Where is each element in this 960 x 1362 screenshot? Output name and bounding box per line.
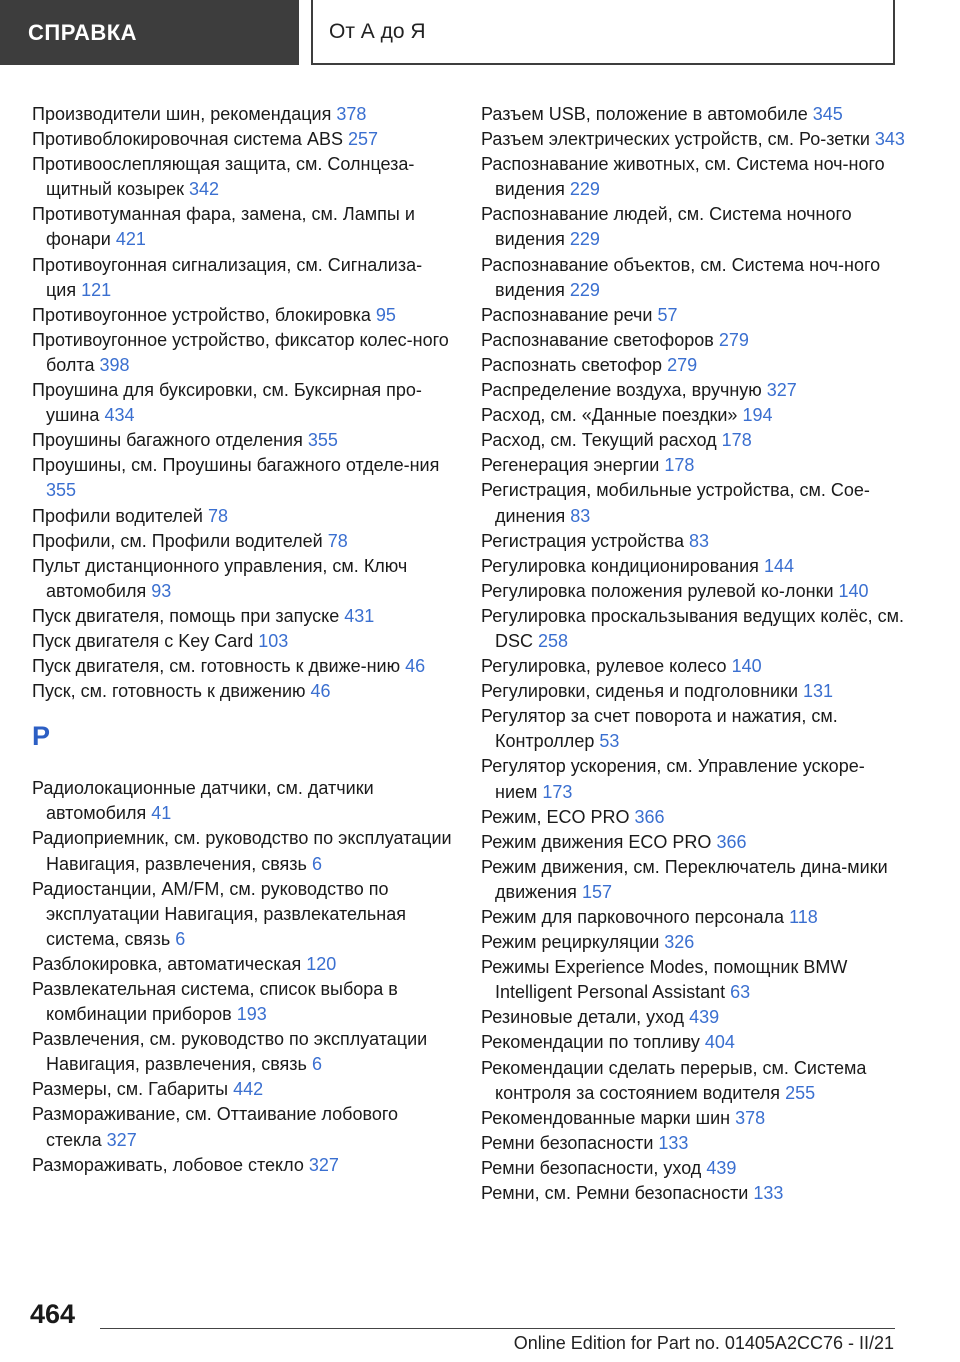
index-entry-page-link[interactable]: 355 xyxy=(307,430,338,451)
index-entry xyxy=(32,428,452,453)
index-entry xyxy=(481,554,906,579)
index-entry xyxy=(481,428,906,453)
index-entry xyxy=(481,1131,906,1156)
index-entry-text: Развлекательная система, список выбора в комбинации приборов xyxy=(32,979,398,1025)
index-entry xyxy=(32,504,452,529)
index-entry-text: Размеры, см. Габариты xyxy=(32,1079,229,1100)
index-entry xyxy=(32,102,452,127)
index-entry-page-link[interactable]: 6 xyxy=(311,1054,322,1075)
index-entry-page-link[interactable]: 229 xyxy=(569,279,600,300)
index-entry xyxy=(32,378,452,428)
index-entry-text: Регулятор за счет поворота и нажатия, см. Контроллер xyxy=(481,706,838,752)
index-entry xyxy=(481,453,906,478)
index-entry xyxy=(32,629,452,654)
index-entry-text: Расход, см. Текущий расход xyxy=(481,430,717,451)
index-entry-text: Пуск двигателя, помощь при запуске xyxy=(32,605,340,626)
index-entry-page-link[interactable]: 378 xyxy=(735,1107,766,1128)
index-entry xyxy=(32,1077,452,1102)
index-entry xyxy=(481,654,906,679)
index-entry xyxy=(481,353,906,378)
index-entry xyxy=(481,679,906,704)
index-entry-page-link[interactable]: 434 xyxy=(104,405,135,426)
index-entry-text: Противоугонная сигнализация, см. Сигнализа-ция xyxy=(32,254,423,300)
index-entry xyxy=(32,328,452,378)
index-entry-text: Противоослепляющая защита, см. Солнцеза-щитный козырек xyxy=(32,154,415,200)
footer-divider xyxy=(100,1328,895,1329)
index-entry-text: Распознавание светофоров xyxy=(481,329,714,350)
index-entry-text: Профили, см. Профили водителей xyxy=(32,530,323,551)
index-entry xyxy=(481,152,906,202)
index-entry xyxy=(32,1027,452,1077)
index-entry xyxy=(32,554,452,604)
index-entry-page-link[interactable]: 279 xyxy=(667,354,698,375)
section-tab[interactable] xyxy=(0,0,299,65)
index-entry-text: Режим рециркуляции xyxy=(481,932,660,953)
index-entry-text: Режимы Experience Modes, помощник BMW Intelligent Personal Assistant xyxy=(481,957,848,1003)
index-entry-text: Пуск, см. готовность к движению xyxy=(32,681,306,702)
index-entry xyxy=(32,529,452,554)
index-entry-page-link[interactable]: 173 xyxy=(542,781,573,802)
index-entry-page-link[interactable]: 279 xyxy=(718,329,749,350)
index-entry xyxy=(481,1156,906,1181)
index-entry-text: Регулятор ускорения, см. Управление ускоре-нием xyxy=(481,756,865,802)
index-entry-text: Распознать светофор xyxy=(481,354,663,375)
index-entry-text: Ремни безопасности, уход xyxy=(481,1157,702,1178)
index-entry-text: Распознавание объектов, см. Система ноч-ного видения xyxy=(481,254,881,300)
index-entry-text: Пуск двигателя с Key Card xyxy=(32,630,254,651)
index-entry-page-link[interactable]: 366 xyxy=(634,806,665,827)
index-entry-page-link[interactable]: 93 xyxy=(151,580,172,601)
index-entry-text: Резиновые детали, уход xyxy=(481,1007,685,1028)
index-entry-text: Противоугонное устройство, фиксатор колес-ного болта xyxy=(32,329,449,375)
index-entry xyxy=(481,855,906,905)
index-entry-page-link[interactable]: 343 xyxy=(874,129,905,150)
index-entry-page-link[interactable]: 398 xyxy=(99,354,130,375)
index-entry-page-link[interactable]: 120 xyxy=(306,953,337,974)
index-entry-page-link[interactable]: 258 xyxy=(538,630,569,651)
index-entry-text: Регулировка, рулевое колесо xyxy=(481,656,727,677)
index-entry-page-link[interactable]: 46 xyxy=(405,656,426,677)
index-entry-text: Пуск двигателя, см. готовность к движе-нию xyxy=(32,656,401,677)
index-entry xyxy=(481,955,906,1005)
index-entry xyxy=(481,478,906,528)
index-entry-text: Режим для парковочного персонала xyxy=(481,907,785,927)
index-entry-text: Противоугонное устройство, блокировка xyxy=(32,304,371,325)
index-entry xyxy=(481,1005,906,1030)
index-entry-text: Развлечения, см. руководство по эксплуатации Навигация, развлечения, связь xyxy=(32,1029,428,1075)
index-entry-text: Режим движения ECO PRO xyxy=(481,831,712,852)
index-entry-page-link[interactable]: 355 xyxy=(46,480,77,501)
index-entry-text: Размораживание, см. Оттаивание лобового стекла xyxy=(32,1104,399,1150)
section-tab-label: СПРАВКА xyxy=(28,19,138,45)
index-entry-page-link[interactable]: 140 xyxy=(731,656,762,677)
index-entry xyxy=(32,977,452,1027)
index-entry-text: Распределение воздуха, вручную xyxy=(481,380,762,401)
index-entry-text: Радиоприемник, см. руководство по эксплуатации Навигация, развлечения, связь xyxy=(32,828,452,874)
index-entry-text: Рекомендации сделать перерыв, см. Система контроля за состоянием водителя xyxy=(481,1057,867,1103)
index-entry-text: Режим, ECO PRO xyxy=(481,806,630,827)
index-entry-page-link[interactable]: 404 xyxy=(704,1032,735,1053)
index-entry-page-link[interactable]: 229 xyxy=(569,179,600,200)
index-entry-text: Противотуманная фара, замена, см. Лампы и фонари xyxy=(32,204,415,250)
index-column-left xyxy=(32,102,452,1178)
index-entry-page-link[interactable]: 133 xyxy=(753,1183,784,1204)
index-entry xyxy=(32,253,452,303)
index-entry-page-link[interactable]: 41 xyxy=(151,803,172,824)
index-entry xyxy=(481,102,906,127)
index-entry-text: Радиостанции, AM/FM, см. руководство по эксплуатации Навигация, развлекательная система, связь xyxy=(32,878,406,949)
index-entry-page-link[interactable]: 46 xyxy=(310,681,331,702)
index-entry-page-link[interactable]: 193 xyxy=(236,1004,267,1025)
index-entry-text: Проушины багажного отделения xyxy=(32,430,303,451)
index-entry-page-link[interactable]: 342 xyxy=(189,179,220,200)
index-entry-page-link[interactable]: 229 xyxy=(569,229,600,250)
index-entry xyxy=(481,253,906,303)
index-entry xyxy=(32,877,452,952)
index-entry-page-link[interactable]: 442 xyxy=(233,1079,264,1100)
index-entry-text: Режим движения, см. Переключатель дина-мики движения xyxy=(481,856,888,902)
index-entry-text: Производители шин, рекомендация xyxy=(32,104,332,124)
index-entry-page-link[interactable]: 431 xyxy=(344,605,375,626)
index-entry xyxy=(32,152,452,202)
index-entry-text: Разблокировка, автоматическая xyxy=(32,953,302,974)
index-entry-text: Регулировка проскальзывания ведущих колёс, см. DSC xyxy=(481,605,904,651)
index-entry xyxy=(481,1181,906,1206)
index-entry-text: Радиолокационные датчики, см. датчики автомобиля xyxy=(32,778,374,824)
index-entry-page-link[interactable]: 140 xyxy=(838,580,869,601)
index-entry-text: Распознавание животных, см. Система ноч-ного видения xyxy=(481,154,885,200)
index-entry-text: Регулировки, сиденья и подголовники xyxy=(481,681,799,702)
index-entry-page-link[interactable]: 57 xyxy=(657,304,678,325)
index-entry-page-link[interactable]: 78 xyxy=(327,530,348,551)
subsection-tab[interactable] xyxy=(311,0,895,65)
index-entry-page-link[interactable]: 95 xyxy=(375,304,396,325)
index-entry xyxy=(481,378,906,403)
index-entry-page-link[interactable]: 103 xyxy=(258,630,289,651)
index-entry xyxy=(481,579,906,604)
index-entry-page-link[interactable]: 327 xyxy=(106,1129,137,1150)
index-entry xyxy=(481,930,906,955)
index-entry-page-link[interactable]: 144 xyxy=(763,555,794,576)
index-entry-page-link[interactable]: 439 xyxy=(689,1007,720,1028)
index-entry xyxy=(481,127,906,152)
index-entry-text: Ремни безопасности xyxy=(481,1132,654,1153)
index-entry-page-link[interactable]: 345 xyxy=(812,104,843,124)
index-entry xyxy=(32,303,452,328)
index-entry-page-link[interactable]: 53 xyxy=(599,731,620,752)
index-entry-text: Рекомендации по топливу xyxy=(481,1032,700,1053)
index-letter-heading: Р xyxy=(32,721,51,752)
index-entry-text: Разъем USB, положение в автомобиле xyxy=(481,104,808,124)
index-entry xyxy=(32,1153,452,1178)
index-entry xyxy=(481,202,906,252)
index-entry-page-link[interactable]: 131 xyxy=(803,681,834,702)
index-entry-text: Расход, см. «Данные поездки» xyxy=(481,405,738,426)
index-entry-text: Регистрация устройства xyxy=(481,530,684,551)
index-entry-page-link[interactable]: 194 xyxy=(742,405,773,426)
index-entry-page-link[interactable]: 366 xyxy=(716,831,747,852)
index-entry xyxy=(481,1056,906,1106)
index-entry xyxy=(481,805,906,830)
index-entry xyxy=(481,604,906,654)
index-entry-text: Проушина для буксировки, см. Буксирная про-ушина xyxy=(32,380,422,426)
index-entry xyxy=(32,654,452,679)
index-entry xyxy=(481,303,906,328)
index-entry-text: Регулировка кондиционирования xyxy=(481,555,759,576)
index-entry xyxy=(481,1106,906,1131)
index-entry-page-link[interactable]: 378 xyxy=(336,104,367,124)
index-entry-page-link[interactable]: 157 xyxy=(581,881,612,902)
index-entry-page-link[interactable]: 255 xyxy=(785,1082,816,1103)
index-entry-text: Распознавание людей, см. Система ночного видения xyxy=(481,204,852,250)
index-entry-page-link[interactable]: 439 xyxy=(706,1157,737,1178)
index-entry-text: Рекомендованные марки шин xyxy=(481,1107,731,1128)
index-entry-page-link[interactable]: 257 xyxy=(347,129,379,150)
index-entry-page-link[interactable]: 178 xyxy=(664,455,695,476)
index-entry-text: Ремни, см. Ремни безопасности xyxy=(481,1183,749,1204)
index-entry-page-link[interactable]: 83 xyxy=(688,530,710,551)
index-entry xyxy=(481,830,906,855)
index-entry xyxy=(481,704,906,754)
index-entry xyxy=(32,1102,452,1152)
index-entry xyxy=(481,529,906,554)
index-entry-page-link[interactable]: 83 xyxy=(570,505,591,526)
index-entry-page-link[interactable]: 63 xyxy=(730,982,751,1003)
index-entry xyxy=(32,453,452,503)
index-entry xyxy=(32,202,452,252)
index-entry-text: Регистрация, мобильные устройства, см. Сое-динения xyxy=(481,480,870,526)
index-entry-page-link[interactable]: 118 xyxy=(789,907,818,927)
index-entry xyxy=(32,826,452,876)
index-entry-page-link[interactable]: 6 xyxy=(311,853,322,874)
index-entry-page-link[interactable]: 421 xyxy=(115,229,146,250)
index-entry-page-link[interactable]: 6 xyxy=(175,928,186,949)
index-entry-text: Размораживать, лобовое стекло xyxy=(32,1154,304,1175)
index-entry-text: Профили водителей xyxy=(32,505,203,526)
index-entry xyxy=(481,1030,906,1055)
index-entry-page-link[interactable]: 178 xyxy=(721,430,752,451)
index-entry-text: Разъем электрических устройств, см. Ро-зетки xyxy=(481,129,870,150)
index-entry xyxy=(32,604,452,629)
subsection-tab-label: От А до Я xyxy=(329,19,426,43)
index-entry-text: Регенерация энергии xyxy=(481,455,660,476)
index-entry-text: Пульт дистанционного управления, см. Ключ автомобиля xyxy=(32,555,408,601)
index-entry-text: Проушины, см. Проушины багажного отделе-ния xyxy=(32,455,440,476)
index-entry-page-link[interactable]: 78 xyxy=(207,505,228,526)
index-entry-page-link[interactable]: 326 xyxy=(664,932,695,953)
page-number: 464 xyxy=(30,1299,76,1329)
index-entry-page-link[interactable]: 327 xyxy=(766,380,797,401)
index-entry-text: Противоблокировочная система ABS xyxy=(32,129,343,150)
index-entry xyxy=(481,403,906,428)
index-entry xyxy=(481,328,906,353)
index-entry-text: Распознавание речи xyxy=(481,304,653,325)
index-entry xyxy=(32,127,452,152)
index-entry-text: Регулировка положения рулевой ко-лонки xyxy=(481,580,834,601)
index-entry-page-link[interactable]: 327 xyxy=(308,1154,339,1175)
index-entry xyxy=(481,905,906,930)
index-column-right xyxy=(481,102,906,1206)
index-entry xyxy=(32,679,452,704)
edition-footer: Online Edition for Part no. 01405A2CC76 - II/21 xyxy=(513,1333,894,1353)
index-entry xyxy=(481,754,906,804)
index-entry xyxy=(32,952,452,977)
index-entry-page-link[interactable]: 121 xyxy=(81,279,112,300)
index-entry xyxy=(32,776,452,826)
index-entry-page-link[interactable]: 133 xyxy=(658,1132,689,1153)
